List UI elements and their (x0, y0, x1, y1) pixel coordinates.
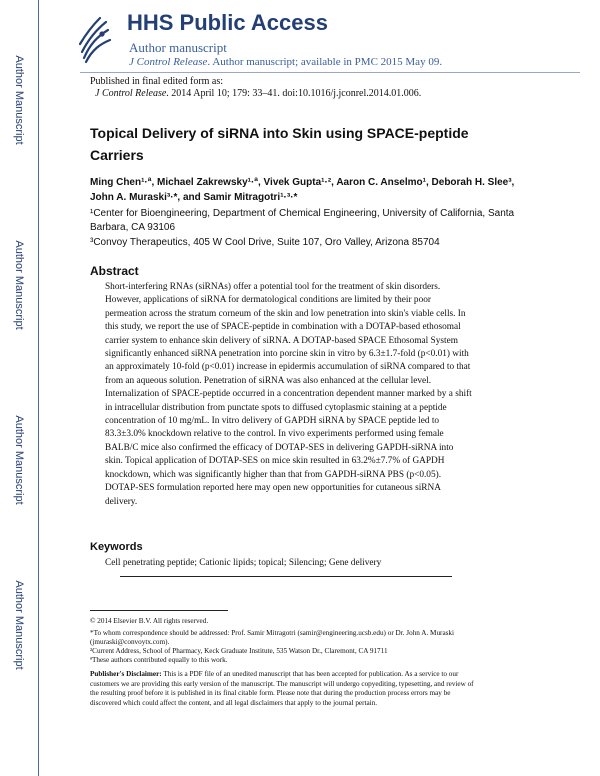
abstract-line: Internalization of SPACE-peptide occurred in a concentration dependent manner marked by a shift (105, 389, 472, 400)
disclaimer-label: Publisher's Disclaimer: (90, 670, 162, 678)
publisher-disclaimer (90, 670, 532, 708)
affiliation-line: ¹Center for Bioengineering, Department of Chemical Engineering, University of California, Santa (90, 208, 515, 219)
citation-rest: . Author manuscript; available in PMC 2015 May 09. (207, 56, 443, 68)
abstract-line: However, applications of siRNA for dermatological conditions are limited by their poor (105, 295, 431, 306)
abstract-line: an approximately 10-fold (p<0.01) increase in epidermis accumulation of siRNA compared to that (105, 362, 471, 373)
disclaimer-line: This is a PDF file of an unedited manuscript that has been accepted for publication. As a service to our (161, 670, 459, 678)
abstract-line: in intracellular distribution from punctate spots to diffused cytoplasmic staining at a peptide (105, 402, 447, 413)
abstract-line: this study, we report the use of SPACE-peptide in combination with a DOTAP-based ethosomal (105, 322, 461, 333)
correspondence-line: (jmuraski@convoytx.com). (90, 638, 170, 647)
correspondence-line: *To whom correspondence should be addressed: Prof. Samir Mitragotri (samir@engineering.ucsb.edu) or Dr. John A. Muraski (90, 629, 455, 637)
abstract-line: BALB/C mice also confirmed the efficacy of DOTAP-SES in delivering GAPDH-siRNA into (105, 442, 454, 453)
abstract-line: from an aqueous solution. Penetration of siRNA was also enhanced at the cellular level. (105, 375, 432, 386)
hhs-eagle-logo-icon (78, 14, 112, 64)
abstract-line: DOTAP-SES formulation reported here may open new opportunities for cutaneous siRNA (105, 483, 441, 494)
disclaimer-line: discovered which could affect the content, and all legal disclaimers that apply to the journal pertain. (90, 698, 378, 707)
sidebar-rule (38, 0, 39, 776)
keywords-divider (120, 576, 452, 577)
author-manuscript-subtitle: Author manuscript (129, 40, 227, 55)
footnote-divider (90, 610, 228, 611)
abstract-line: permeation across the stratum corneum of the skin and low penetration into skin's viable cells. In (105, 308, 466, 319)
disclaimer-line: the resulting proof before it is published in its final citable form. Please note that during the production process errors may be (90, 689, 451, 698)
citation-journal: J Control Release (129, 56, 208, 68)
disclaimer-line: customers we are providing this early version of the manuscript. The manuscript will undergo copyediting, typesetting, and review of (90, 679, 474, 688)
address-note: ²Current Address, School of Pharmacy, Keck Graduate Institute, 535 Watson Dr., Claremont, CA 91711 (90, 647, 388, 655)
sidebar-label: Author Manuscript (13, 55, 25, 145)
hhs-public-access-title: HHS Public Access (127, 10, 328, 35)
publication-citation (95, 88, 421, 99)
article-title-line: Topical Delivery of siRNA into Skin using SPACE-peptide (90, 125, 469, 141)
abstract-line: carrier system to enhance skin delivery of siRNA. A DOTAP-based SPACE Ethosomal System (105, 335, 458, 346)
article-title-line: Carriers (90, 147, 144, 163)
header-divider (80, 72, 580, 73)
affiliation-1 (90, 207, 530, 235)
sidebar-label: Author Manuscript (13, 240, 25, 330)
sidebar-label: Author Manuscript (13, 580, 25, 670)
abstract-body (105, 281, 535, 509)
publication-journal: J Control Release (95, 88, 167, 99)
publication-details: . 2014 April 10; 179: 33–41. doi:10.1016/j.jconrel.2014.01.006. (166, 88, 422, 99)
availability-citation (129, 56, 442, 68)
affiliation-line: Barbara, CA 93106 (90, 222, 176, 233)
author-list (90, 175, 530, 205)
keywords-text: Cell penetrating peptide; Cationic lipids; topical; Silencing; Gene delivery (105, 558, 382, 568)
author-line: Ming Chen¹·ª, Michael Zakrewsky¹·ª, Vivek Gupta¹·², Aaron C. Anselmo¹, Deborah H. Slee³, (90, 177, 515, 188)
published-in-label: Published in final edited form as: (90, 76, 224, 87)
abstract-line: concentration of 10 mg/mL. In vitro delivery of GAPDH siRNA by SPACE peptide led to (105, 416, 440, 427)
abstract-heading: Abstract (90, 264, 139, 278)
abstract-line: skin. Topical application of DOTAP-SES on mice skin resulted in 63.2%±7.7% of GAPDH (105, 456, 445, 467)
copyright-note: © 2014 Elsevier B.V. All rights reserved. (90, 617, 209, 625)
affiliation-2: ³Convoy Therapeutics, 405 W Cool Drive, Suite 107, Oro Valley, Arizona 85704 (90, 237, 440, 248)
article-title (90, 122, 540, 166)
sidebar-label: Author Manuscript (13, 415, 25, 505)
equal-contribution-note: ªThese authors contributed equally to this work. (90, 656, 228, 664)
abstract-line: knockdown, which was significantly higher than that from GAPDH-siRNA PBS (p<0.05). (105, 469, 442, 480)
author-line: John A. Muraski³·*, and Samir Mitragotri¹·³·* (90, 192, 298, 203)
abstract-line: Short-interfering RNAs (siRNAs) offer a potential tool for the treatment of skin disorders. (105, 282, 441, 292)
keywords-heading: Keywords (90, 541, 143, 553)
abstract-line: significantly enhanced siRNA penetration into porcine skin in vitro by 6.3±1.7-fold (p<0.01) with (105, 349, 469, 360)
abstract-line: delivery. (105, 496, 138, 507)
abstract-line: 83.3±3.0% knockdown relative to the control. In vivo experiments performed using female (105, 429, 444, 440)
correspondence-note (90, 629, 530, 648)
